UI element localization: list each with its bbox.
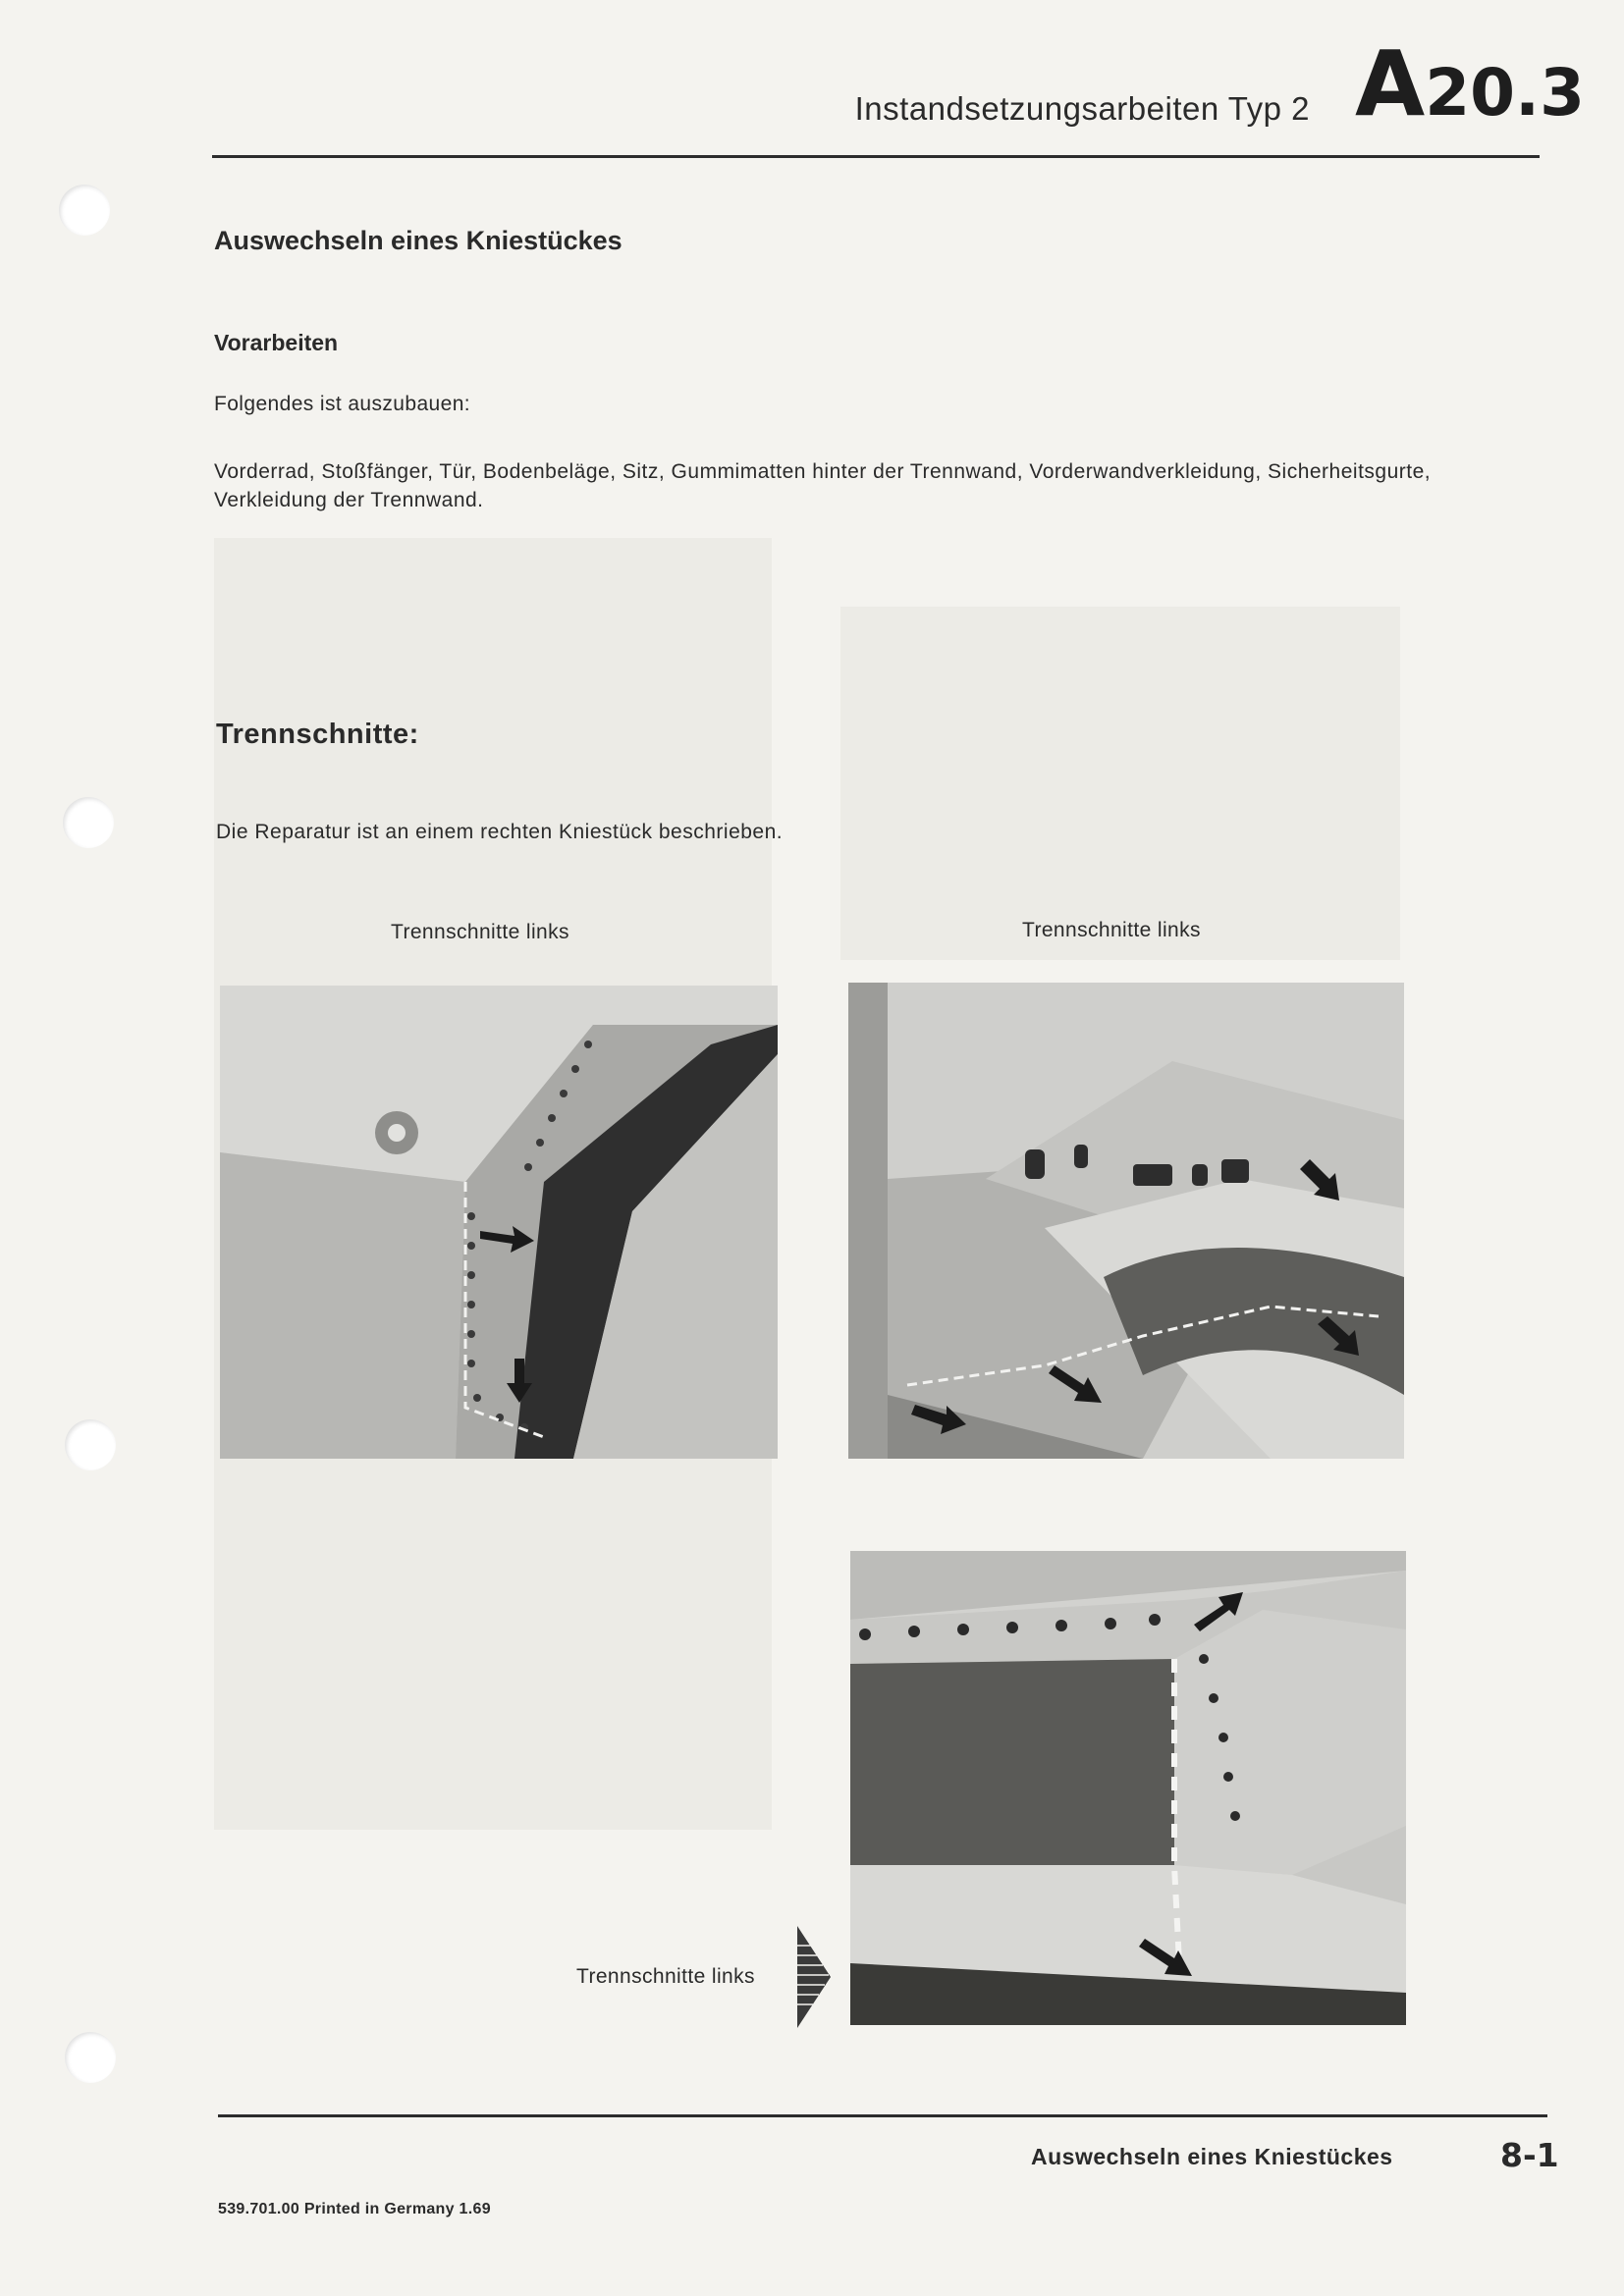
figure-caption: Trennschnitte links: [1022, 919, 1201, 941]
binder-hole: [59, 185, 110, 236]
photo-illustration: [220, 986, 778, 1459]
binder-hole: [65, 1419, 116, 1470]
pointer-arrow-icon: [795, 1926, 833, 2028]
print-info: 539.701.00 Printed in Germany 1.69: [218, 2201, 491, 2217]
figure-caption: Trennschnitte links: [576, 1965, 755, 1988]
footer-rule: [218, 2114, 1547, 2117]
cuts-heading: Trennschnitte:: [216, 719, 419, 750]
photo-illustration: [848, 983, 1404, 1459]
binder-hole: [65, 2032, 116, 2083]
section-code: [1355, 31, 1586, 136]
section-title: Auswechseln eines Kniestückes: [214, 226, 623, 255]
background-shade: [840, 607, 1400, 960]
photo-cab-interior: [848, 983, 1404, 1459]
preparation-heading: Vorarbeiten: [214, 330, 339, 355]
page-number: 8-1: [1500, 2136, 1559, 2174]
section-code-number: 20.3: [1425, 55, 1586, 131]
remove-list: Vorderrad, Stoßfänger, Tür, Bodenbeläge, Sitz, Gummimatten hinter der Trennwand, Vorderwandverkleidung, Sicherheitsgurte, Verkleidung der Trennwand.: [214, 460, 1432, 511]
photo-illustration: [850, 1551, 1406, 2025]
photo-knee-panel-closeup: [220, 986, 778, 1459]
photo-floor-seam: [850, 1551, 1406, 2025]
binder-hole: [63, 797, 114, 848]
remove-intro: Folgendes ist auszubauen:: [214, 393, 471, 415]
header-rule: [212, 155, 1540, 158]
figure-caption: Trennschnitte links: [391, 921, 569, 943]
cuts-note: Die Reparatur ist an einem rechten Kniestück beschrieben.: [216, 821, 784, 843]
section-code-letter: A: [1355, 31, 1426, 136]
header-title: Instandsetzungsarbeiten Typ 2: [854, 90, 1310, 127]
footer-title: Auswechseln eines Kniestückes: [1031, 2144, 1393, 2169]
